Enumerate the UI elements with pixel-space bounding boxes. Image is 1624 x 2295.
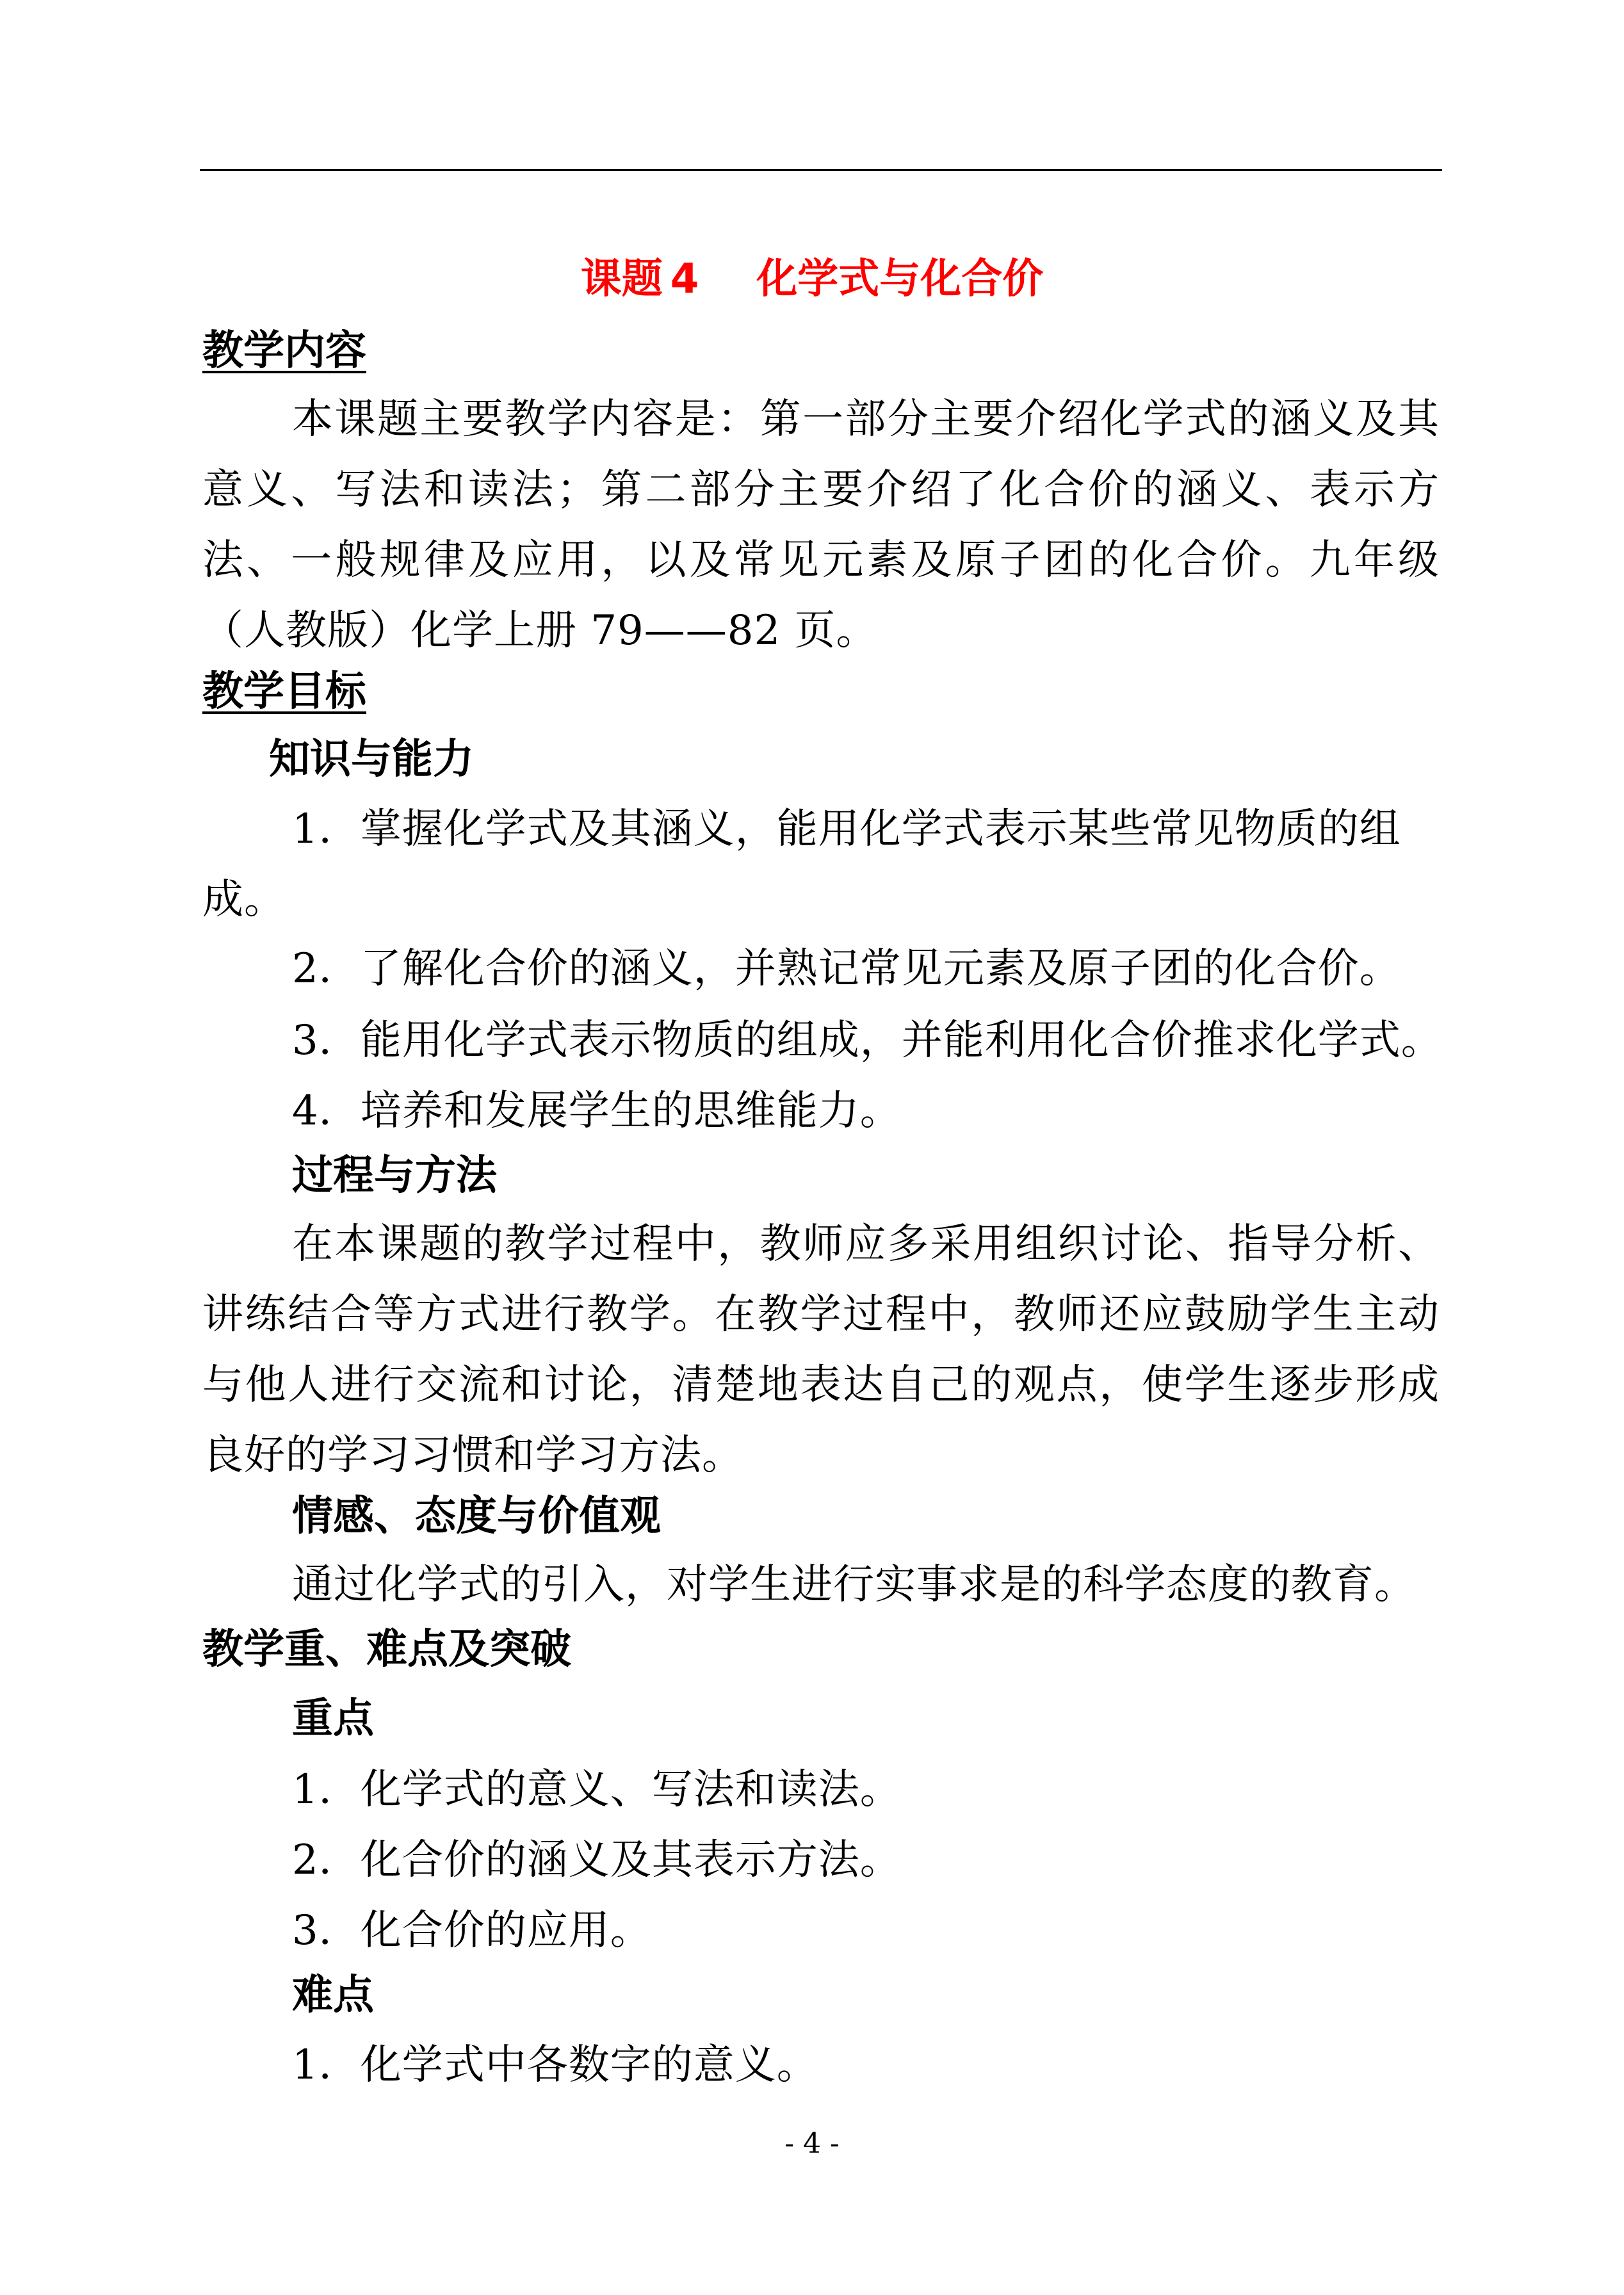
lesson-title-label: 课题 [580,255,663,303]
key-point-item-2: 2．化合价的涵义及其表示方法。 [292,1837,902,1884]
knowledge-item-4: 4．培养和发展学生的思维能力。 [292,1087,902,1135]
section-heading-content: 教学内容 [202,327,366,375]
subheading-difficulties: 难点 [292,1972,374,2019]
page-number: - 4 - [784,2127,840,2160]
section-heading-difficulties: 教学重、难点及突破 [202,1626,571,1673]
emotion-paragraph: 通过化学式的引入，对学生进行实事求是的科学态度的教育。 [292,1561,1416,1609]
section-heading-objectives: 教学目标 [202,668,366,715]
difficulty-item-1: 1．化学式中各数字的意义。 [292,2041,818,2089]
content-paragraph: 本课题主要教学内容是：第一部分主要介绍化学式的涵义及其意义、写法和读法；第二部分主要介绍了化合价的涵义、表示方法、一般规律及应用，以及常见元素及原子团的化合价。九年级（人教版）化学上册 79——82 页。 [202,396,1440,654]
subheading-emotion: 情感、态度与价值观 [292,1493,661,1540]
lesson-title-number: 4 [670,255,699,303]
subheading-knowledge: 知识与能力 [269,736,474,783]
knowledge-item-3: 3．能用化学式表示物质的组成，并能利用化合价推求化学式。 [292,1017,1443,1064]
subheading-process: 过程与方法 [292,1152,497,1199]
lesson-title [0,248,1624,310]
key-point-item-1: 1．化学式的意义、写法和读法。 [292,1766,902,1813]
process-paragraph: 在本课题的教学过程中，教师应多采用组织讨论、指导分析、讲练结合等方式进行教学。在教学过程中，教师还应鼓励学生主动与他人进行交流和讨论，清楚地表达自己的观点，使学生逐步形成良好的学习习惯和学习方法。 [202,1220,1440,1479]
key-point-item-3: 3．化合价的应用。 [292,1907,652,1954]
header-rule [200,169,1442,171]
lesson-title-text: 化学式与化合价 [756,255,1044,303]
subheading-key-points: 重点 [292,1695,374,1742]
knowledge-item-2: 2．了解化合价的涵义，并熟记常见元素及原子团的化合价。 [292,945,1401,993]
knowledge-item-1: 1．掌握化学式及其涵义，能用化学式表示某些常见物质的组成。 [202,806,1401,923]
